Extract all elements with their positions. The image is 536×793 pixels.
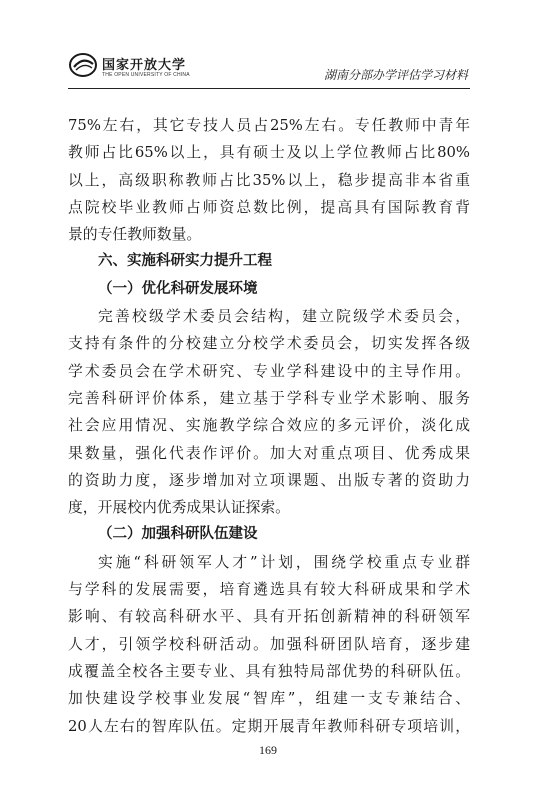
page-body: [68, 112, 470, 740]
body-line: 影响、有较高科研水平、具有开拓创新精神的科研领军: [68, 608, 470, 626]
section-heading: 六、实施科研实力提升工程: [98, 253, 272, 270]
body-line: 75%左右，其它专技人员占25%左右。专任教师中青年: [68, 117, 470, 134]
body-line: 成覆盖全校各主要专业、具有独特局部优势的科研队伍。: [68, 662, 470, 680]
body-line: 社会应用情况、实施教学综合效应的多元评价，淡化成: [68, 417, 470, 435]
body-line: 加快建设学校事业发展“智库”，组建一支专兼结合、: [68, 690, 470, 708]
body-line: 学术委员会在学术研究、专业学科建设中的主导作用。: [68, 362, 470, 380]
body-line: 人才，引领学校科研活动。加强科研团队培育，逐步建: [68, 635, 470, 653]
body-line: 点院校毕业教师占师资总数比例，提高具有国际教育背: [68, 198, 470, 216]
body-line: 实施“科研领军人才”计划，围绕学校重点专业群: [98, 553, 470, 571]
running-header-title: 湖南分部办学评估学习材料: [323, 68, 468, 82]
body-line: 20人左右的智库队伍。定期开展青年教师科研专项培训，: [68, 717, 470, 735]
body-line: 完善科研评价体系，建立基于学科专业学术影响、服务: [68, 389, 470, 407]
body-line: 以上，高级职称教师占比35%以上，稳步提高非本省重: [68, 171, 470, 189]
body-line: 完善校级学术委员会结构，建立院级学术委员会，: [98, 308, 470, 326]
university-name: 国家开放大学: [102, 58, 187, 73]
body-line: 度，开展校内优秀成果认证探索。: [68, 499, 290, 517]
subsection-heading: （一）优化科研发展环境: [98, 280, 258, 297]
page-number: 169: [259, 743, 277, 757]
body-line: 的资助力度，逐步增加对立项课题、出版专著的资助力: [68, 471, 470, 489]
university-logo-icon: [68, 52, 98, 78]
body-line: 景的专任教师数量。: [68, 226, 202, 244]
body-line: 果数量，强化代表作评价。加大对重点项目、优秀成果: [68, 444, 470, 462]
header-divider: [68, 88, 470, 89]
body-line: 与学科的发展需要，培育遴选具有较大科研成果和学术: [68, 581, 470, 599]
university-name-english: THE OPEN UNIVERSITY OF CHINA: [102, 72, 190, 78]
body-line: 教师占比65%以上，具有硕士及以上学位教师占比80%: [68, 144, 470, 162]
body-line: 支持有条件的分校建立分校学术委员会，切实发挥各级: [68, 335, 470, 353]
subsection-heading: （二）加强科研队伍建设: [98, 526, 258, 543]
page-header: [68, 48, 468, 88]
